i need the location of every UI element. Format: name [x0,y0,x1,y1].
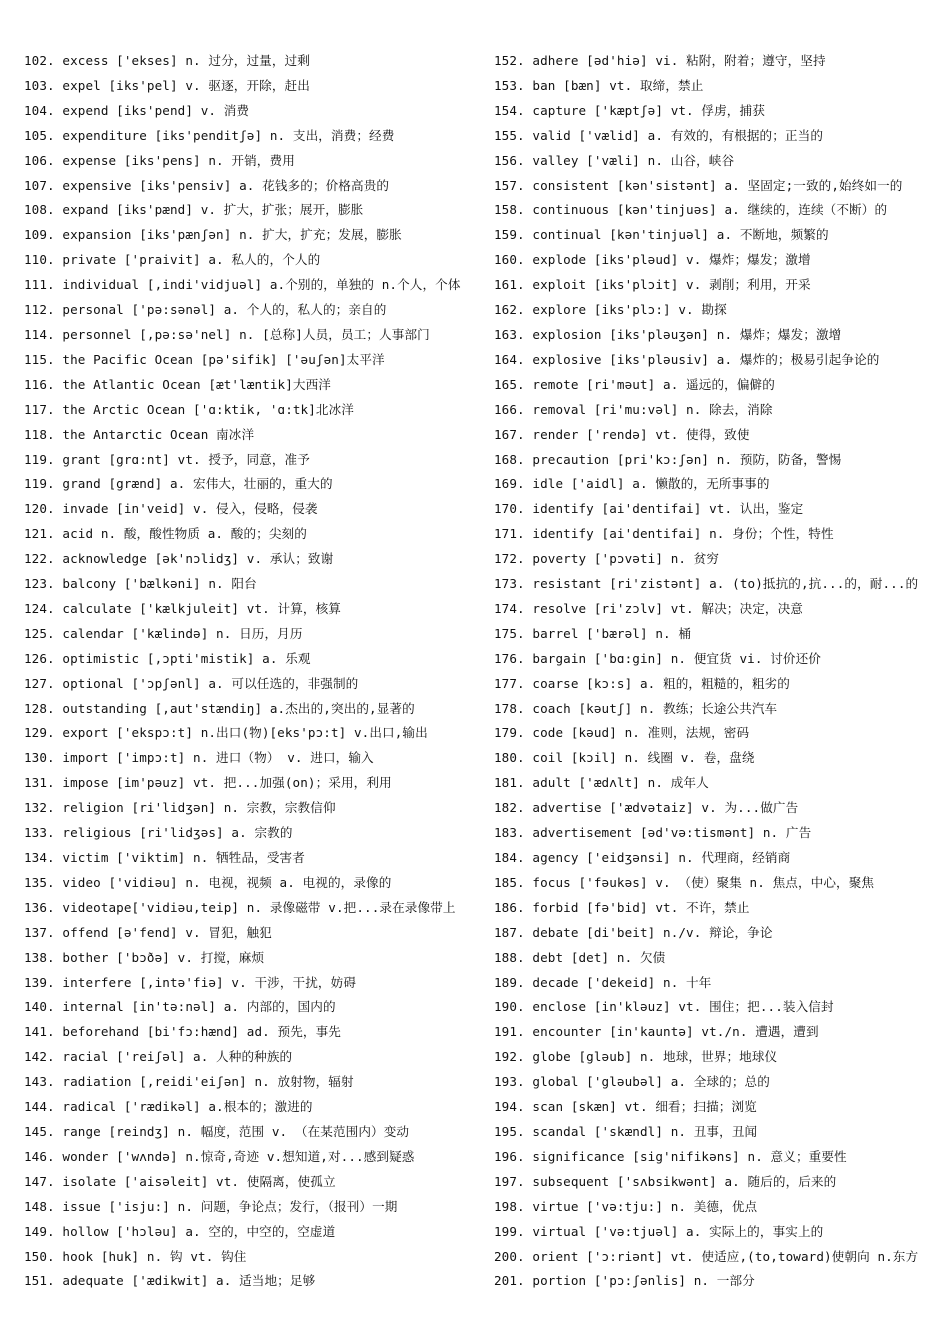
vocab-entry: 103. expel [iks'pel] v. 驱逐，开除，赶出 [24,77,310,93]
vocab-entry: 115. the Pacific Ocean [pə'sifik] ['əuʃən]太平洋 [24,351,385,367]
vocab-entry: 138. bother ['bɔðə] v. 打搅，麻烦 [24,949,265,965]
vocab-entry: 145. range [reindʒ] n. 幅度，范围 v. （在某范围内）变动 [24,1123,410,1139]
vocab-entry: 170. identify [ai'dentifai] vt. 认出，鉴定 [494,501,804,517]
vocab-entry: 188. debt [det] n. 欠债 [494,949,666,965]
vocab-entry: 184. agency ['eidʒənsi] n. 代理商，经销商 [494,850,791,865]
vocab-entry: 131. impose [im'pəuz] vt. 把...加强(on)；采用，利用 [24,775,392,791]
vocab-entry: 156. valley ['væli] n. 山谷，峡谷 [494,152,735,168]
vocab-entry: 169. idle ['aidl] a. 懒散的，无所事事的 [494,476,770,492]
vocab-entry: 133. religious [ri'lidʒəs] a. 宗教的 [24,825,293,841]
vocab-entry: 172. poverty ['pɔvəti] n. 贫穷 [494,551,720,567]
vocab-entry: 191. encounter [in'kauntə] vt./n. 遭遇，遭到 [494,1024,819,1040]
vocab-entry: 144. radical ['rædikəl] a.根本的；激进的 [24,1099,313,1115]
vocab-entry: 139. interfere [,intə'fiə] v. 干涉，干扰，妨碍 [24,974,357,990]
vocab-entry: 129. export ['ekspɔ:t] n.出口(物)[eks'pɔ:t] v.出口,输出 [24,725,428,741]
vocab-entry: 200. orient ['ɔ:riənt] vt. 使适应,(to,toward)使朝向 n.东方 [494,1248,919,1264]
vocab-entry: 186. forbid [fə'bid] vt. 不许，禁止 [494,899,750,915]
vocab-entry: 195. scandal ['skændl] n. 丑事，丑闻 [494,1123,758,1139]
vocab-entry: 119. grant [grɑ:nt] vt. 授予，同意，准予 [24,451,310,467]
vocab-entry: 105. expenditure [iks'penditʃə] n. 支出，消费；经费 [24,127,395,143]
vocab-entry: 165. remote [ri'məut] a. 遥远的，偏僻的 [494,376,775,392]
vocab-entry: 111. individual [,indi'vidjuəl] a.个别的，单独的 n.个人，个体 [24,277,461,293]
vocab-entry: 153. ban [bæn] vt. 取缔，禁止 [494,77,704,93]
vocab-entry: 163. explosion [iks'pləuʒən] n. 爆炸；爆发；激增 [494,326,842,342]
vocab-entry: 161. exploit [iks'plɔit] v. 剥削；利用，开采 [494,277,811,293]
vocab-entry: 162. explore [iks'plɔ:] v. 勘探 [494,302,727,318]
vocab-entry: 114. personnel [,pə:sə'nel] n. [总称]人员，员工；人事部门 [24,326,430,342]
vocab-entry: 143. radiation [,reidi'eiʃən] n. 放射物，辐射 [24,1074,354,1090]
vocab-entry: 159. continual [kən'tinjuəl] a. 不断地，频繁的 [494,227,829,243]
vocab-entry: 166. removal [ri'mu:vəl] n. 除去，消除 [494,401,773,417]
vocab-entry: 187. debate [di'beit] n./v. 辩论，争论 [494,924,773,940]
vocab-entry: 181. adult ['ædʌlt] n. 成年人 [494,775,709,791]
vocab-entry: 124. calculate ['kælkjuleit] vt. 计算，核算 [24,600,341,616]
vocab-entry: 199. virtual ['və:tjuəl] a. 实际上的，事实上的 [494,1223,824,1239]
left-column [24,49,479,1294]
vocab-entry: 197. subsequent ['sʌbsikwənt] a. 随后的，后来的 [494,1173,837,1189]
vocab-entry: 112. personal ['pə:sənəl] a. 个人的，私人的；亲自的 [24,302,387,318]
vocab-entry: 142. racial ['reiʃəl] a. 人种的种族的 [24,1049,293,1065]
vocab-entry: 147. isolate ['aisəleit] vt. 使隔离，使孤立 [24,1173,336,1189]
vocab-entry: 137. offend [ə'fend] v. 冒犯，触犯 [24,924,272,940]
vocab-entry: 155. valid ['vælid] a. 有效的，有根据的；正当的 [494,127,824,143]
vocab-entry: 157. consistent [kən'sistənt] a. 坚固定;一致的,始终如一的 [494,177,903,193]
vocab-entry: 127. optional ['ɔpʃənl] a. 可以任选的，非强制的 [24,675,359,691]
vocab-entry: 116. the Atlantic Ocean [æt'læntik]大西洋 [24,376,331,392]
vocab-entry: 194. scan [skæn] vt. 细看；扫描；浏览 [494,1099,757,1115]
vocab-entry: 151. adequate ['ædikwit] a. 适当地；足够 [24,1273,316,1289]
vocab-entry: 122. acknowledge [ək'nɔlidʒ] v. 承认；致谢 [24,551,334,567]
vocab-entry: 119. grand [grænd] a. 宏伟大，壮丽的，重大的 [24,476,333,492]
vocab-entry: 175. barrel ['bærəl] n. 桶 [494,625,692,641]
vocab-entry: 130. import ['impɔ:t] n. 进口（物） v. 进口，输入 [24,750,374,766]
vocab-entry: 183. advertisement [əd'və:tismənt] n. 广告 [494,825,812,841]
vocab-entry: 171. identify [ai'dentifai] n. 身份；个性，特性 [494,526,834,542]
vocab-entry: 117. the Arctic Ocean ['ɑ:ktik, 'ɑ:tk]北冰洋 [24,401,354,417]
vocab-entry: 118. the Antarctic Ocean 南冰洋 [24,426,255,442]
vocab-entry: 102. excess ['ekses] n. 过分，过量，过剩 [24,53,310,68]
vocab-entry: 198. virtue ['və:tju:] n. 美德，优点 [494,1198,758,1214]
vocab-entry: 148. issue ['isju:] n. 问题，争论点；发行，（报刊）一期 [24,1198,398,1214]
vocab-entry: 179. code [kəud] n. 准则，法规，密码 [494,725,750,741]
vocab-entry: 164. explosive [iks'pləusiv] a. 爆炸的；极易引起争论的 [494,351,880,367]
vocab-entry: 167. render ['rendə] vt. 使得，致使 [494,426,750,442]
vocab-entry: 121. acid n. 酸，酸性物质 a. 酸的；尖刻的 [24,526,307,542]
vocab-entry: 152. adhere [əd'hiə] vi. 粘附，附着；遵守，坚持 [494,53,826,68]
vocab-entry: 136. videotape['vidiəu,teip] n. 录像磁带 v.把...录在录像带上 [24,899,456,915]
vocab-entry: 107. expensive [iks'pensiv] a. 花钱多的；价格高贵的 [24,177,390,193]
vocab-entry: 135. video ['vidiəu] n. 电视，视频 a. 电视的，录像的 [24,874,392,890]
vocab-entry: 180. coil [kɔil] n. 线圈 v. 卷，盘绕 [494,750,755,766]
vocab-entry: 174. resolve [ri'zɔlv] vt. 解决；决定，决意 [494,600,803,616]
vocab-entry: 176. bargain ['bɑ:gin] n. 便宜货 vi. 讨价还价 [494,650,822,666]
vocab-entry: 109. expansion [iks'pænʃən] n. 扩大，扩充；发展，膨胀 [24,227,402,243]
vocab-entry: 146. wonder ['wʌndə] n.惊奇,奇迹 v.想知道,对...感到疑惑 [24,1148,415,1164]
vocab-entry: 126. optimistic [,ɔpti'mistik] a. 乐观 [24,650,311,666]
vocab-entry: 168. precaution [pri'kɔ:ʃən] n. 预防，防备，警惕 [494,451,842,467]
vocab-entry: 192. globe [gləub] n. 地球，世界；地球仪 [494,1049,778,1065]
vocab-entry: 150. hook [huk] n. 钩 vt. 钩住 [24,1248,247,1264]
vocab-entry: 196. significance [sig'nifikəns] n. 意义；重要性 [494,1148,847,1164]
vocab-entry: 190. enclose [in'kləuz] vt. 围住；把...装入信封 [494,999,834,1015]
vocab-entry: 134. victim ['viktim] n. 牺牲品，受害者 [24,850,305,865]
vocab-entry: 128. outstanding [,aut'stændiŋ] a.杰出的,突出的,显著的 [24,700,415,716]
vocab-entry: 173. resistant [ri'zistənt] a. (to)抵抗的,抗...的，耐...的 [494,576,919,592]
vocab-entry: 182. advertise ['ædvətaiz] v. 为...做广告 [494,800,799,816]
vocab-entry: 120. invade [in'veid] v. 侵入，侵略，侵袭 [24,501,318,517]
vocab-entry: 185. focus ['fəukəs] v. （使）聚集 n. 焦点，中心，聚焦 [494,874,875,890]
vocab-entry: 123. balcony ['bælkəni] n. 阳台 [24,576,257,592]
vocab-entry: 158. continuous [kən'tinjuəs] a. 继续的，连续（不断）的 [494,202,888,218]
vocab-entry: 189. decade ['dekeid] n. 十年 [494,974,712,990]
vocab-entry: 110. private ['praivit] a. 私人的，个人的 [24,252,321,268]
vocab-entry: 104. expend [iks'pend] v. 消费 [24,102,250,118]
vocab-entry: 106. expense [iks'pens] n. 开销，费用 [24,152,295,168]
vocab-entry: 177. coarse [kɔ:s] a. 粗的，粗糙的，粗劣的 [494,675,790,691]
vocab-entry: 149. hollow ['hɔləu] a. 空的，中空的，空虚道 [24,1223,336,1239]
vocab-entry: 201. portion ['pɔ:ʃənlis] n. 一部分 [494,1273,755,1289]
vocab-entry: 160. explode [iks'pləud] v. 爆炸；爆发；激增 [494,252,811,268]
vocab-entry: 108. expand [iks'pænd] v. 扩大，扩张；展开，膨胀 [24,202,364,218]
vocab-entry: 178. coach [kəutʃ] n. 教练；长途公共汽车 [494,700,778,716]
right-column [494,49,934,1294]
vocab-entry: 140. internal [in'tə:nəl] a. 内部的，国内的 [24,999,336,1015]
vocab-entry: 141. beforehand [bi'fɔ:hænd] ad. 预先，事先 [24,1024,341,1040]
vocab-entry: 132. religion [ri'lidʒən] n. 宗教，宗教信仰 [24,800,336,816]
vocab-entry: 154. capture ['kæptʃə] vt. 俘虏，捕获 [494,102,765,118]
vocab-entry: 193. global ['gləubəl] a. 全球的；总的 [494,1074,770,1090]
vocab-entry: 125. calendar ['kælində] n. 日历，月历 [24,625,303,641]
